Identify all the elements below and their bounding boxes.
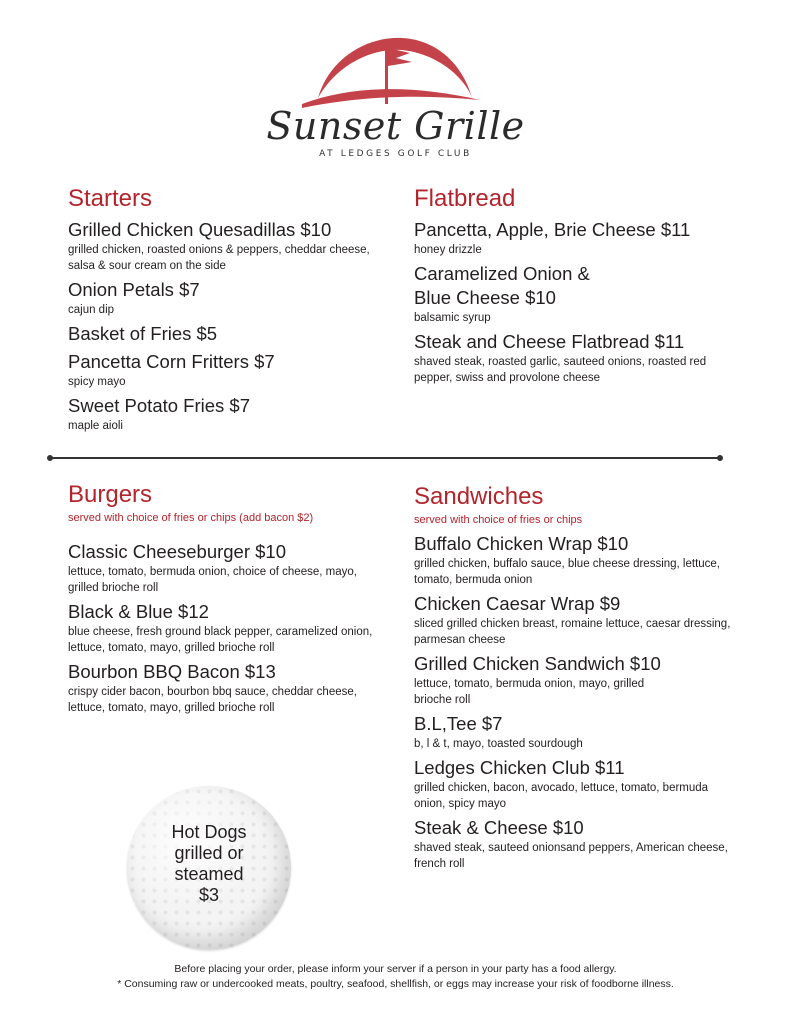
menu-item — [68, 540, 388, 596]
section-title: Starters — [68, 185, 153, 212]
item-name: Basket of Fries $5 — [68, 323, 218, 344]
golf-ball-badge — [127, 786, 291, 950]
section-title: Burgers — [68, 481, 153, 508]
item-description: sliced grilled chicken breast, romaine lettuce, caesar dressing, parmesan cheese — [414, 618, 731, 646]
item-name: Steak and Cheese Flatbread $11 — [414, 331, 685, 352]
item-description: shaved steak, sauteed onionsand peppers, American cheese, french roll — [414, 842, 728, 870]
item-description: spicy mayo — [68, 376, 126, 388]
item-name: Grilled Chicken Sandwich $10 — [414, 653, 661, 674]
menu-item — [414, 816, 744, 872]
brand-name: Sunset Grille — [266, 104, 525, 148]
item-name: Pancetta Corn Fritters $7 — [68, 351, 275, 372]
section-title: Flatbread — [414, 185, 516, 212]
menu-item — [68, 218, 388, 274]
item-description: grilled chicken, roasted onions & peppers, cheddar cheese, salsa & sour cream on the side — [68, 244, 370, 272]
item-description: cajun dip — [68, 304, 115, 316]
item-description: lettuce, tomato, bermuda onion, mayo, grilled brioche roll — [414, 678, 645, 706]
item-name: Caramelized Onion & Blue Cheese $10 — [414, 263, 590, 308]
starters-section — [68, 184, 388, 434]
item-name: Sweet Potato Fries $7 — [68, 395, 251, 416]
footer-line: Before placing your order, please inform your server if a person in your party has a food allergy. — [174, 963, 617, 975]
special-line: grilled or — [174, 843, 244, 863]
item-description: honey drizzle — [414, 244, 482, 256]
menu-item — [414, 262, 604, 326]
hot-dogs-special — [127, 822, 291, 906]
item-name: B.L,Tee $7 — [414, 713, 503, 734]
section-note: served with choice of fries or chips — [414, 514, 583, 526]
item-description: b, l & t, mayo, toasted sourdough — [414, 738, 583, 750]
burgers-section — [68, 480, 388, 716]
menu-item — [414, 330, 744, 386]
item-description: balsamic syrup — [414, 312, 491, 324]
section-divider — [50, 457, 720, 459]
menu-item — [68, 350, 388, 390]
item-description: lettuce, tomato, bermuda onion, choice of cheese, mayo, grilled brioche roll — [68, 566, 357, 594]
logo — [0, 0, 791, 170]
item-description: grilled chicken, buffalo sauce, blue cheese dressing, lettuce, tomato, bermuda onion — [414, 558, 721, 586]
menu-item — [414, 592, 744, 648]
menu-item — [68, 394, 388, 434]
item-name: Buffalo Chicken Wrap $10 — [414, 533, 629, 554]
menu-item — [414, 532, 744, 588]
item-description: shaved steak, roasted garlic, sauteed onions, roasted red pepper, swiss and provolone cheese — [414, 356, 707, 384]
item-description: grilled chicken, bacon, avocado, lettuce, tomato, bermuda onion, spicy mayo — [414, 782, 709, 810]
menu-item — [68, 322, 388, 346]
special-line: steamed — [174, 864, 244, 884]
section-title: Sandwiches — [414, 483, 544, 510]
menu-item — [414, 756, 714, 812]
section-note: served with choice of fries or chips (add bacon $2) — [68, 512, 314, 524]
menu-item — [414, 218, 744, 258]
special-price: $3 — [198, 885, 220, 905]
item-description: maple aioli — [68, 420, 123, 432]
footer-line: * Consuming raw or undercooked meats, poultry, seafood, shellfish, or eggs may increase your risk of foodborne illness. — [117, 978, 674, 990]
menu-item — [68, 600, 388, 656]
item-name: Grilled Chicken Quesadillas $10 — [68, 219, 332, 240]
item-name: Ledges Chicken Club $11 — [414, 757, 625, 778]
item-name: Onion Petals $7 — [68, 279, 200, 300]
sandwiches-section — [414, 482, 744, 872]
items-list — [414, 532, 744, 872]
flatbread-section — [414, 184, 744, 386]
menu-item — [414, 652, 661, 708]
divider-dot — [717, 455, 723, 461]
menu-item — [68, 278, 388, 318]
menu-item — [68, 660, 388, 716]
special-line: Hot Dogs — [171, 822, 247, 842]
brand-subtitle: AT LEDGES GOLF CLUB — [319, 149, 472, 159]
allergy-disclaimer — [110, 962, 681, 992]
item-name: Pancetta, Apple, Brie Cheese $11 — [414, 219, 691, 240]
item-description: blue cheese, fresh ground black pepper, caramelized onion, lettuce, tomato, mayo, grilled brioche roll — [68, 626, 373, 654]
item-name: Black & Blue $12 — [68, 601, 209, 622]
item-name: Chicken Caesar Wrap $9 — [414, 593, 621, 614]
items-list — [68, 540, 388, 716]
item-name: Classic Cheeseburger $10 — [68, 541, 287, 562]
menu-item — [414, 712, 744, 752]
item-name: Steak & Cheese $10 — [414, 817, 584, 838]
item-name: Bourbon BBQ Bacon $13 — [68, 661, 276, 682]
item-description: crispy cider bacon, bourbon bbq sauce, cheddar cheese, lettuce, tomato, mayo, grilled brioche roll — [68, 686, 357, 714]
divider-dot — [47, 455, 53, 461]
